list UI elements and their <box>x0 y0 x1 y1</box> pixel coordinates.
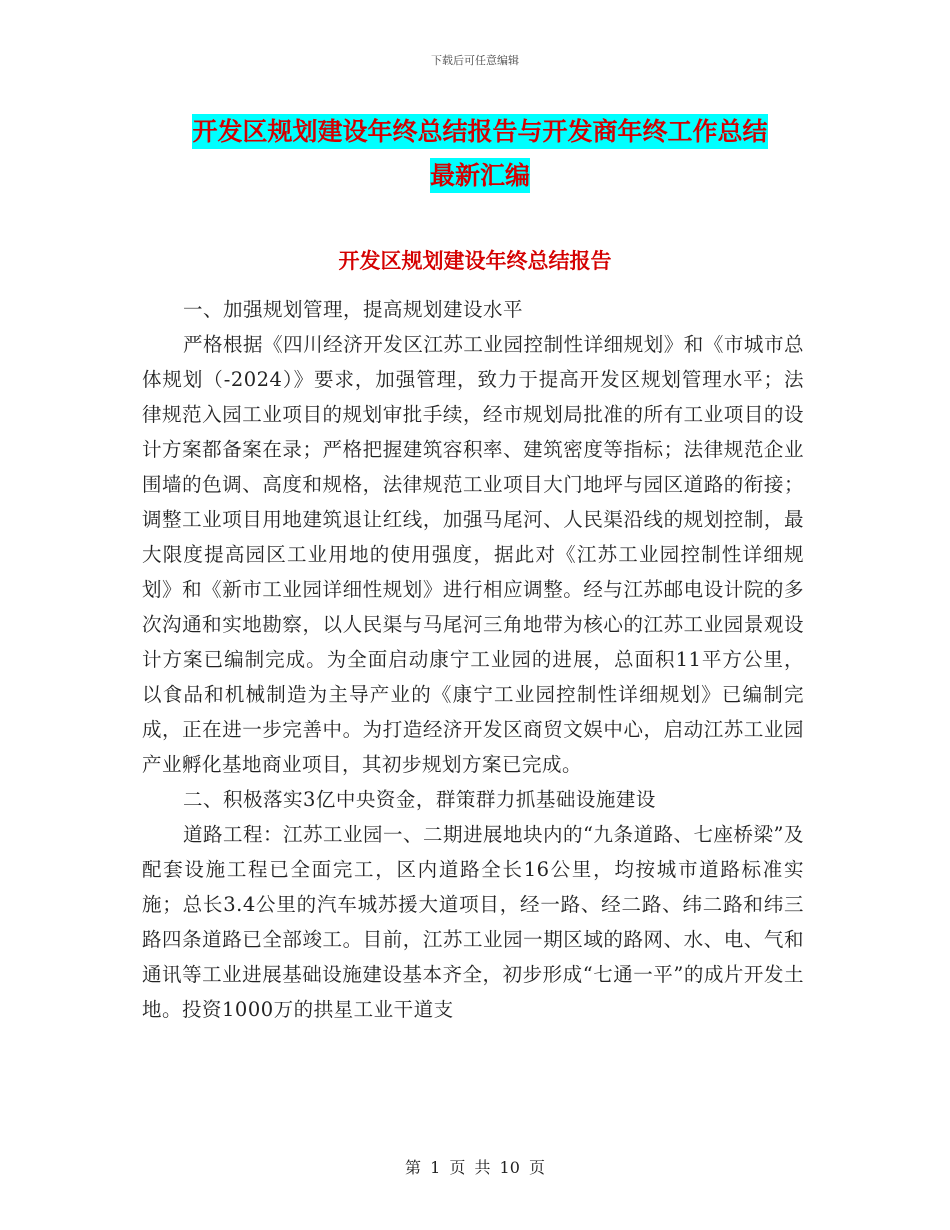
heading-section-2: 二、积极落实3亿中央资金，群策群力抓基础设施建设 <box>182 788 656 811</box>
document-title-line-2: 最新汇编 <box>430 158 530 193</box>
paragraph-planning: 严格根据《四川经济开发区江苏工业园控制性详细规划》和《市城市总体规划（-2024）》要求，加强管理，致力于提高开发区规划管理水平；法律规范入园工业项目的规划审批手续，经市规划局批准的所有工业项目的设计方案都备案在录；严格把握建筑容积率、建筑密度等指标；法律规范企业围墙的色调、高度和规格，法律规范工业项目大门地坪与园区道路的衔接；调整工业项目用地建筑退让红线，加强马尾河、人民渠沿线的规划控制，最大限度提高园区工业用地的使用强度，据此对《江苏工业园控制性详细规划》和《新市工业园详细性规划》进行相应调整。经与江苏邮电设计院的多次沟通和实地勘察，以人民渠与马尾河三角地带为核心的江苏工业园景观设计方案已编制完成。为全面启动康宁工业园的进展，总面积11平方公里，以食品和机械制造为主导产业的《康宁工业园控制性详细规划》已编制完成，正在进一步完善中。为打造经济开发区商贸文娱中心，启动江苏工业园产业孵化基地商业项目，其初步规划方案已完成。 <box>142 333 804 776</box>
document-title <box>140 110 820 198</box>
page-footer: 第 1 页 共 10 页 <box>405 1158 545 1177</box>
paragraph-roads: 道路工程：江苏工业园一、二期进展地块内的“九条道路、七座桥梁”及配套设施工程已全面完工，区内道路全长16公里，均按城市道路标准实施；总长3.4公里的汽车城苏援大道项目，经一路、经二路、纬二路和纬三路四条道路已全部竣工。目前，江苏工业园一期区域的路网、水、电、气和通讯等工业进展基础设施建设基本齐全，初步形成“七通一平”的成片开发土地。投资1000万的拱星工业干道支 <box>142 823 804 1021</box>
document-title-line-1: 开发区规划建设年终总结报告与开发商年终工作总结 <box>192 114 767 149</box>
heading-section-1: 一、加强规划管理，提高规划建设水平 <box>182 298 523 321</box>
section-title: 开发区规划建设年终总结报告 <box>338 249 612 273</box>
document-body <box>142 292 804 1027</box>
page-header: 下载后可任意编辑 <box>431 54 519 67</box>
